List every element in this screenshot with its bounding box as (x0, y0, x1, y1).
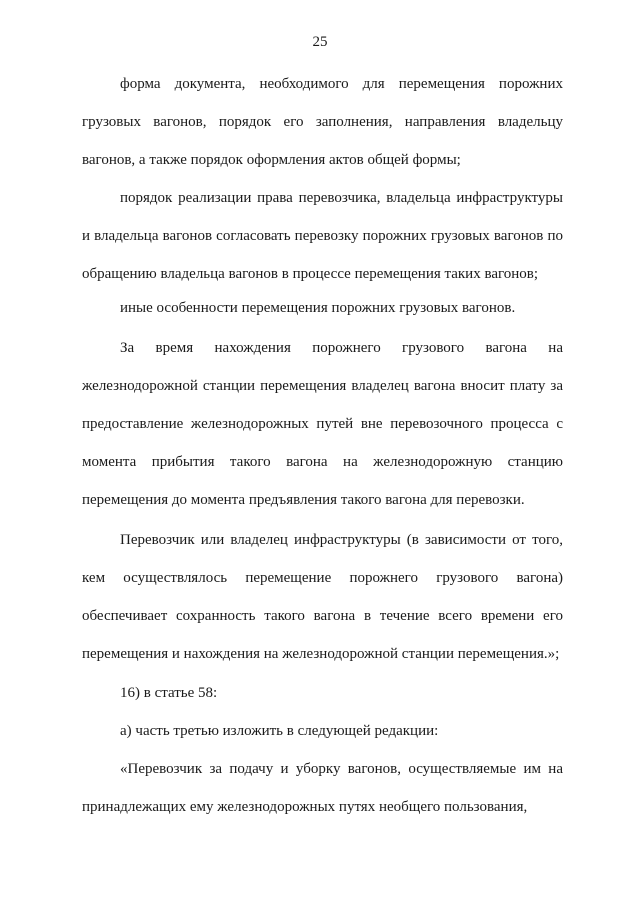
paragraph-carrier-quote: «Перевозчик за подачу и уборку вагонов, осуществляемые им на принадлежащих ему железнодорожных путях необщего пользования, (82, 761, 563, 815)
paragraph-fee: За время нахождения порожнего грузового вагона на железнодорожной станции перемещения владелец вагона вносит плату за предоставление железнодорожных путей вне перевозочного процесса с момента прибытия такого вагона на железнодорожную станцию перемещения до момента предъявления такого вагона для перевозки. (82, 340, 563, 508)
paragraph-article-58: 16) в статье 58: (120, 685, 218, 701)
paragraph-safety: Перевозчик или владелец инфраструктуры (в зависимости от того, кем осуществлялось перемещение порожнего грузового вагона) обеспечивает сохранность такого вагона в течение всего времени его перемещения и нахождения на железнодорожной станции перемещения.»; (82, 532, 563, 662)
paragraph-other-features: иные особенности перемещения порожних грузовых вагонов. (120, 300, 516, 316)
paragraph-part-three: а) часть третью изложить в следующей редакции: (120, 723, 439, 739)
paragraph-document-form: форма документа, необходимого для перемещения порожних грузовых вагонов, порядок его заполнения, направления владельцу вагонов, а также порядок оформления актов общей формы; (82, 76, 563, 168)
paragraph-right-procedure: порядок реализации права перевозчика, владельца инфраструктуры и владельца вагонов согласовать перевозку порожних грузовых вагонов по обращению владельца вагонов в процессе перемещения таких вагонов; (82, 190, 563, 282)
page-number: 25 (312, 34, 328, 50)
